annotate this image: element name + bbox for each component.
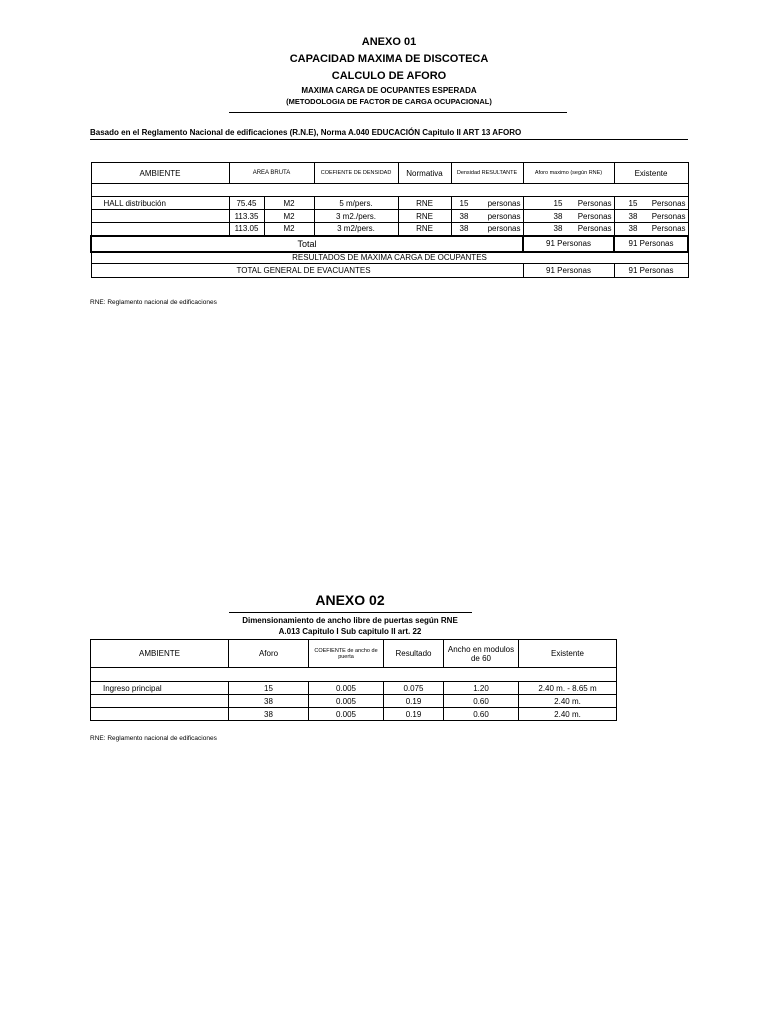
header-coef: COEFIENTE de ancho de puerta — [309, 640, 384, 668]
annex1-table — [90, 162, 689, 278]
header-ancho: Ancho en modulos de 60 — [444, 640, 519, 668]
existente-value: 15 — [628, 198, 638, 208]
cell-existente: 2.40 m. - 8.65 m — [519, 682, 617, 695]
table-row — [91, 708, 617, 721]
cell-resultado: 0.075 — [384, 682, 444, 695]
table-row — [91, 210, 688, 223]
results-label: RESULTADOS DE MAXIMA CARGA DE OCUPANTES — [91, 252, 688, 264]
densidad-unit: personas — [487, 211, 521, 221]
annex1-general-row — [91, 264, 688, 278]
cell-aforo: 38 — [229, 695, 309, 708]
aforo-value: 15 — [553, 198, 563, 208]
table-row — [91, 223, 688, 236]
cell-area: 113.35 — [229, 210, 264, 223]
cell-coef: 0.005 — [309, 695, 384, 708]
annex1-subtitle-method: (METODOLOGIA DE FACTOR DE CARGA OCUPACIONAL) — [286, 97, 492, 106]
cell-coef: 5 m/pers. — [314, 197, 398, 210]
total-existente: 91 Personas — [614, 236, 688, 252]
header-normativa: Normativa — [398, 163, 451, 184]
cell-existente: 2.40 m. — [519, 695, 617, 708]
cell-ambiente — [91, 223, 229, 236]
table-row — [91, 197, 688, 210]
cell-aforo: 15 — [229, 682, 309, 695]
densidad-unit: personas — [487, 224, 521, 234]
cell-area: 113.05 — [229, 223, 264, 236]
cell-coef: 3 m2./pers. — [314, 210, 398, 223]
annex1-subtitle-calculation: CALCULO DE AFORO — [331, 70, 447, 82]
cell-coef: 0.005 — [309, 682, 384, 695]
cell-resultado: 0.19 — [384, 708, 444, 721]
cell-norma: RNE — [398, 223, 451, 236]
cell-densidad — [451, 223, 523, 236]
cell-ancho: 0.60 — [444, 695, 519, 708]
annex2-title-underline — [229, 612, 472, 613]
general-aforo: 91 Personas — [523, 264, 614, 278]
annex2-header-row — [91, 640, 617, 668]
existente-unit: Personas — [651, 198, 686, 208]
header-area: AREA BRUTA — [229, 163, 314, 184]
header-resultado: Resultado — [384, 640, 444, 668]
annex1-basis-underline — [90, 139, 688, 140]
cell-existente — [614, 223, 688, 236]
total-aforo: 91 Personas — [523, 236, 614, 252]
cell-ambiente: Ingreso principal — [91, 682, 229, 695]
annex1-footnote: RNE: Reglamento nacional de edificaciones — [90, 299, 217, 306]
annex2-footnote: RNE: Reglamento nacional de edificaciones — [90, 735, 217, 742]
cell-coef: 0.005 — [309, 708, 384, 721]
aforo-unit: Personas — [577, 198, 612, 208]
existente-value: 38 — [628, 224, 638, 234]
table-row — [91, 695, 617, 708]
cell-existente — [614, 197, 688, 210]
header-aforo: Aforo maximo (según RNE) — [523, 163, 614, 184]
table-row — [91, 682, 617, 695]
cell-densidad — [451, 197, 523, 210]
cell-ambiente — [91, 210, 229, 223]
cell-unit: M2 — [264, 197, 314, 210]
existente-unit: Personas — [651, 211, 686, 221]
densidad-value: 38 — [459, 211, 469, 221]
total-label: Total — [91, 236, 523, 252]
header-existente: Existente — [519, 640, 617, 668]
aforo-unit: Personas — [577, 211, 612, 221]
aforo-unit: Personas — [577, 224, 612, 234]
general-label: TOTAL GENERAL DE EVACUANTES — [91, 264, 523, 278]
cell-aforo — [523, 210, 614, 223]
annex1-total-row — [91, 236, 688, 252]
cell-norma: RNE — [398, 197, 451, 210]
spacer-cell — [91, 184, 688, 197]
cell-norma: RNE — [398, 210, 451, 223]
annex2-table — [90, 639, 617, 721]
densidad-value: 15 — [459, 198, 469, 208]
annex1-spacer-row — [91, 184, 688, 197]
cell-ambiente: HALL distribución — [91, 197, 229, 210]
aforo-value: 38 — [553, 224, 563, 234]
annex1-subtitle-capacity: CAPACIDAD MAXIMA DE DISCOTECA — [289, 53, 489, 65]
header-existente: Existente — [614, 163, 688, 184]
annex2-spacer-row — [91, 668, 617, 682]
existente-unit: Personas — [651, 224, 686, 234]
cell-resultado: 0.19 — [384, 695, 444, 708]
densidad-value: 38 — [459, 224, 469, 234]
aforo-value: 38 — [553, 211, 563, 221]
annex2-title: ANEXO 02 — [315, 592, 385, 608]
cell-unit: M2 — [264, 210, 314, 223]
annex1-basis-text: Basado en el Reglamento Nacional de edificaciones (R.N.E), Norma A.040 EDUCACIÓN Capitulo II ART 13 AFORO — [90, 128, 522, 137]
cell-densidad — [451, 210, 523, 223]
existente-value: 38 — [628, 211, 638, 221]
cell-ambiente — [91, 695, 229, 708]
general-existente: 91 Personas — [614, 264, 688, 278]
cell-ancho: 1.20 — [444, 682, 519, 695]
cell-existente — [614, 210, 688, 223]
cell-existente: 2.40 m. — [519, 708, 617, 721]
header-coef: COEFIENTE DE DENSIDAD — [314, 163, 398, 184]
annex1-title-underline — [229, 112, 567, 113]
cell-aforo — [523, 197, 614, 210]
cell-ancho: 0.60 — [444, 708, 519, 721]
annex2-subtitle-article: A.013 Capitulo I Sub capitulo II art. 22 — [278, 627, 422, 636]
annex1-header-row — [91, 163, 688, 184]
cell-ambiente — [91, 708, 229, 721]
cell-coef: 3 m2/pers. — [314, 223, 398, 236]
header-ambiente: AMBIENTE — [91, 640, 229, 668]
annex2-subtitle-sizing: Dimensionamiento de ancho libre de puertas según RNE — [242, 616, 458, 625]
cell-area: 75.45 — [229, 197, 264, 210]
densidad-unit: personas — [487, 198, 521, 208]
cell-aforo: 38 — [229, 708, 309, 721]
header-ambiente: AMBIENTE — [91, 163, 229, 184]
header-densidad: Densidad RESULTANTE — [451, 163, 523, 184]
cell-aforo — [523, 223, 614, 236]
spacer-cell — [91, 668, 617, 682]
cell-unit: M2 — [264, 223, 314, 236]
annex1-subtitle-load: MAXIMA CARGA DE OCUPANTES ESPERADA — [301, 86, 477, 95]
annex1-results-row — [91, 252, 688, 264]
annex1-title: ANEXO 01 — [361, 36, 417, 48]
header-aforo: Aforo — [229, 640, 309, 668]
